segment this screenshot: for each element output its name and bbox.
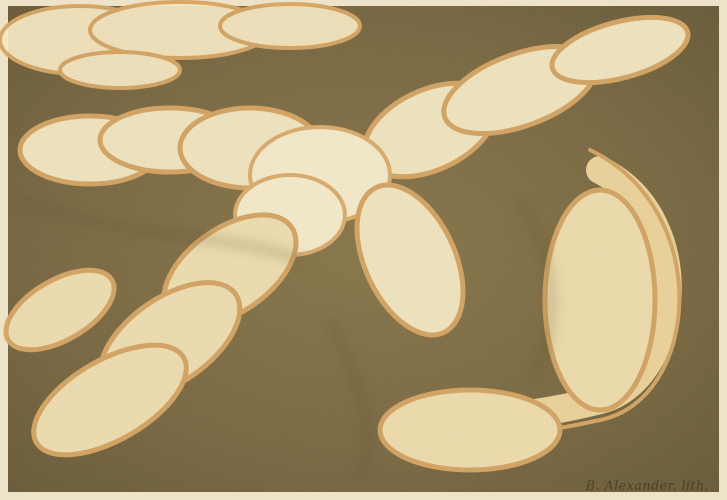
- artist-signature: B. Alexander. lith.: [585, 479, 709, 494]
